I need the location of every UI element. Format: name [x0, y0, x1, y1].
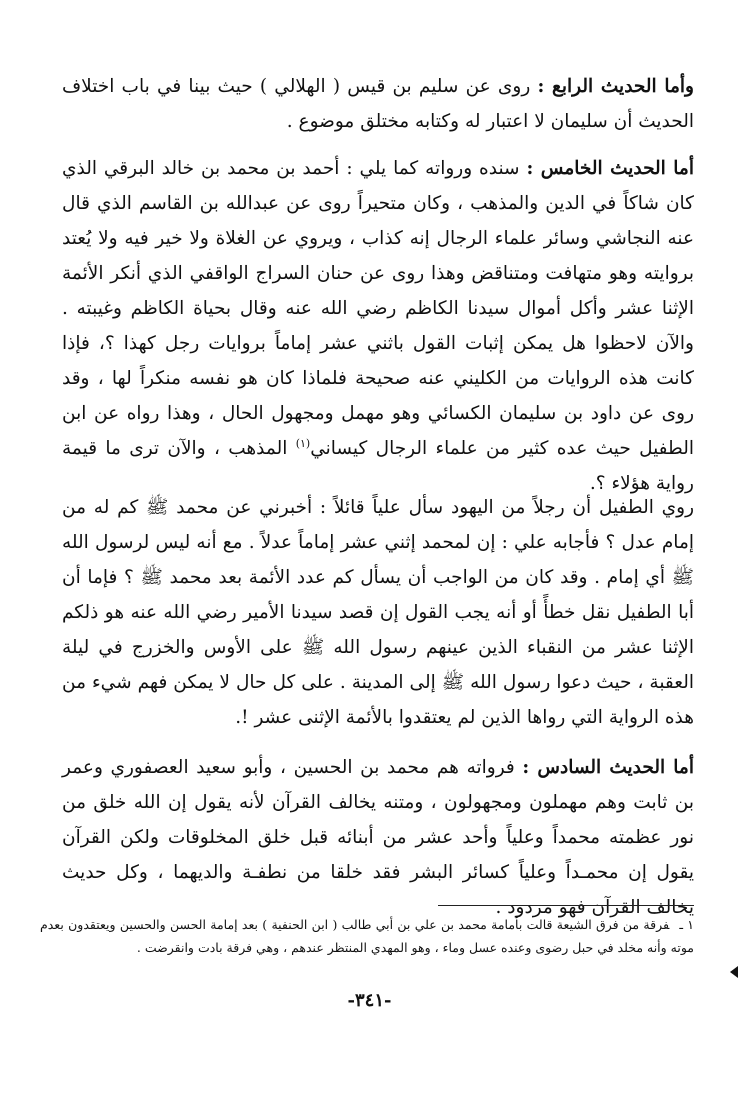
footnote-text: فرقة من فرق الشيعة قالت بأمامة محمد بن علي بن أبي طالب ( ابن الحنفية ) بعد إمامة الحسن والحسين ويعتقدون بعدم موته وأنه مخلد في حبل رضوى وعنده عسل وماء ، وهو المهدي المنتظر عندهم ، وهي فرقة بادت وانقرضت . — [40, 917, 694, 955]
page-number: -٣٤١- — [347, 990, 392, 1011]
footnote — [40, 913, 694, 959]
paragraph-sixth-hadith — [62, 750, 694, 925]
paragraph-body: فرواته هم محمد بن الحسين ، وأبو سعيد العصفوري وعمر بن ثابت وهم مهملون ومجهولون ، ومتنه يخالف القرآن لأنه يقول إن الله خلق من نور عظمته محمداً وعلياً وأحد عشر من أبنائه قبل خلق المخلوقات ولكن القرآن يقول إن محمـداً وعلياً كسائر البشر فقد خلقا من نطفـة والديهما ، وكل حديث يخالف القرآن فهو مردود . — [62, 757, 694, 918]
page-edge-marker-icon — [730, 966, 738, 978]
paragraph-fourth-hadith — [62, 69, 694, 139]
paragraph-body-continued: المذهب ، والآن ترى ما قيمة رواية هؤلاء ؟. — [62, 438, 694, 494]
footnote-reference[interactable]: (١) — [295, 436, 311, 450]
paragraph-fifth-hadith — [62, 151, 694, 501]
footnote-number: ١ ـ — [679, 917, 694, 932]
footnote-divider — [438, 905, 694, 906]
section-heading-fifth-hadith: أما الحديث الخامس : — [526, 158, 694, 179]
section-heading-sixth-hadith: أما الحديث السادس : — [522, 757, 694, 778]
paragraph-body: روى عن سليم بن قيس ( الهلالي ) حيث بينا في باب اختلاف الحديث أن سليمان لا اعتبار له وكتابه مختلق موضوع . — [62, 76, 694, 132]
paragraph-tufail-narration — [62, 490, 694, 735]
paragraph-body: سنده ورواته كما يلي : أحمد بن محمد بن خالد البرقي الذي كان شاكاً في الدين والمذهب ، وكان متحيراً روى عن عبدالله بن القاسم الذي قال عنه النجاشي وسائر علماء الرجال إنه كذاب ، ويروي عن الغلاة ولا خير فيه ولا يُعتد بروايته وهو متهافت ومتناقض وهذا روى عن حنان السراج الواقفي الذي أنكر الأئمة الإثنا عشر وأكل أموال سيدنا الكاظم رضي الله عنه وقال بحياة الكاظم وغيبته . والآن لاحظوا هل يمكن إثبات القول باثني عشر إماماً بروايات رجل كهذا ؟، فإذا كانت هذه الروايات من الكليني عنه صحيحة فلماذا كان هو نفسه منكراً لها ، وقد روى عن داود بن سليمان الكسائي وهو مهمل ومجهول الحال ، وهذا رواه عن ابن الطفيل حيث عده كثير من علماء الرجال كيساني — [62, 158, 694, 459]
section-heading-fourth-hadith: وأما الحديث الرابع : — [537, 76, 694, 97]
paragraph-body: روي الطفيل أن رجلاً من اليهود سأل علياً قائلاً : أخبرني عن محمد ﷺ كم له من إمام عدل ؟ فأجابه علي : إن لمحمد إثني عشر إماماً عدلاً . مع أنه ليس لرسول الله ﷺ أي إمام . وقد كان من الواجب أن يسأل كم عدد الأئمة بعد محمد ﷺ ؟ فإما أن أبا الطفيل نقل خطأً أو أنه يجب القول إن قصد سيدنا الأمير رضي الله عنه هو ذلكم الإثنا عشر من النقباء الذين عينهم رسول الله ﷺ على الأوس والخزرج في ليلة العقبة ، حيث دعوا رسول الله ﷺ إلى المدينة . على كل حال لا يمكن فهم شيء من هذه الرواية التي رواها الذين لم يعتقدوا بالأئمة الإثنى عشر !. — [62, 497, 694, 728]
